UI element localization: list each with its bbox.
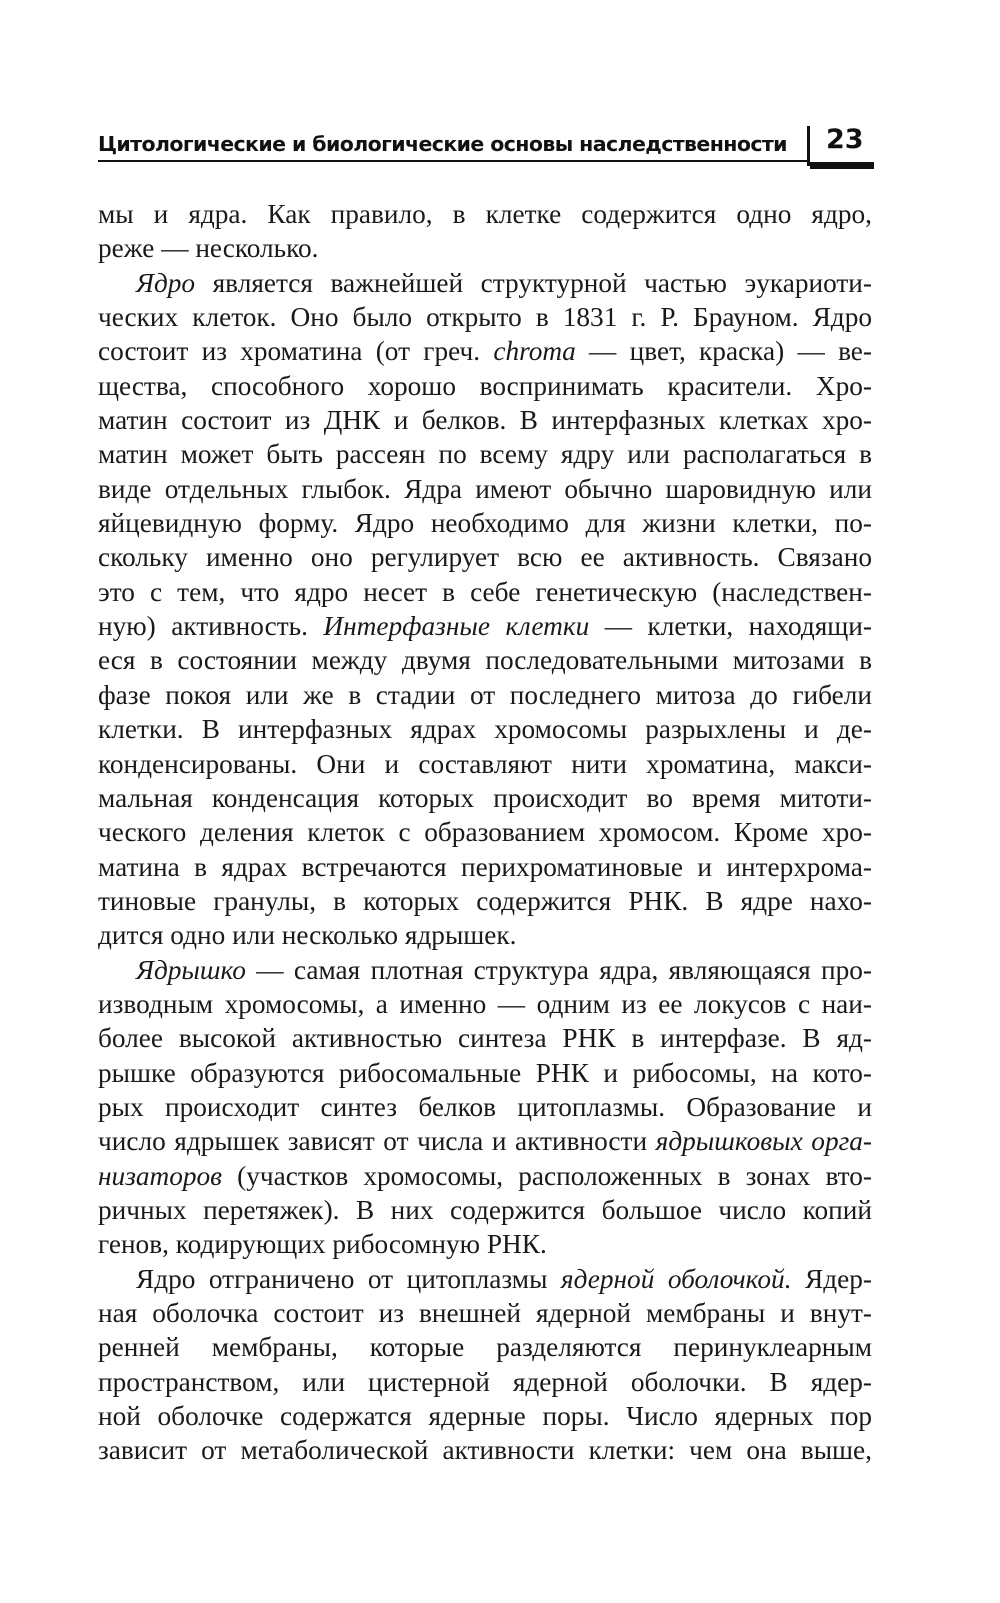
text-segment: это с тем, что ядро несет в себе генетическую (наследствен- bbox=[98, 576, 872, 607]
text-line bbox=[98, 472, 872, 506]
text-segment: дится одно или несколько ядрышек. bbox=[98, 920, 517, 951]
text-segment: — клетки, находящи- bbox=[589, 611, 872, 642]
text-line bbox=[98, 506, 872, 540]
text-segment: более высокой активностью синтеза РНК в интерфазе. В яд- bbox=[98, 1023, 872, 1054]
text-segment: рых происходит синтез белков цитоплазмы. Образование и bbox=[98, 1091, 872, 1122]
text-line bbox=[98, 643, 872, 677]
italic-term: низаторов bbox=[98, 1160, 222, 1191]
text-line bbox=[98, 1193, 872, 1227]
text-line bbox=[98, 1399, 872, 1433]
text-line bbox=[98, 334, 872, 368]
text-segment: ческого деления клеток с образованием хромосом. Кроме хро- bbox=[98, 817, 872, 848]
text-segment: является важнейшей структурной частью эукариоти- bbox=[195, 267, 872, 298]
text-segment: мальная конденсация которых происходит во время митоти- bbox=[98, 782, 872, 813]
text-line bbox=[98, 815, 872, 849]
header-rule bbox=[98, 160, 810, 162]
italic-term: ядерной оболочкой. bbox=[560, 1263, 792, 1294]
text-line bbox=[98, 712, 872, 746]
text-line bbox=[98, 197, 872, 231]
text-line bbox=[98, 1330, 872, 1364]
text-line bbox=[98, 1433, 872, 1467]
text-line bbox=[98, 918, 872, 952]
text-line bbox=[98, 1365, 872, 1399]
text-segment: реже — несколько. bbox=[98, 233, 319, 264]
text-line bbox=[98, 1090, 872, 1124]
text-segment: генов, кодирующих рибосомную РНК. bbox=[98, 1229, 547, 1260]
body-text bbox=[98, 197, 872, 1468]
text-line bbox=[98, 953, 872, 987]
text-segment: матин состоит из ДНК и белков. В интерфазных клетках хро- bbox=[98, 405, 872, 436]
text-segment: — цвет, краска) — ве- bbox=[575, 336, 873, 367]
italic-term: chroma bbox=[493, 336, 576, 367]
text-line bbox=[98, 1159, 872, 1193]
text-segment: матин может быть рассеян по всему ядру или располагаться в bbox=[98, 439, 872, 470]
running-title: Цитологические и биологические основы наследственности bbox=[98, 132, 787, 156]
text-line bbox=[98, 609, 872, 643]
text-line bbox=[98, 747, 872, 781]
text-segment: скольку именно оно регулирует всю ее активность. Связано bbox=[98, 542, 872, 573]
italic-term: Ядро bbox=[136, 267, 196, 298]
text-line bbox=[98, 437, 872, 471]
text-segment: (участков хромосомы, расположенных в зонах вто- bbox=[222, 1160, 872, 1191]
italic-term: Ядрышко bbox=[136, 954, 246, 985]
text-segment: тиновые гранулы, в которых содержится РНК. В ядре нахо- bbox=[98, 885, 872, 916]
text-segment: — самая плотная структура ядра, являющаяся про- bbox=[245, 954, 872, 985]
text-segment: виде отдельных глыбок. Ядра имеют обычно шаровидную или bbox=[98, 473, 872, 504]
text-segment: изводным хромосомы, а именно — одним из ее локусов с наи- bbox=[98, 988, 872, 1019]
header-divider bbox=[807, 126, 810, 166]
text-segment: матина в ядрах встречаются перихроматиновые и интерхрома- bbox=[98, 851, 872, 882]
text-segment: яйцевидную форму. Ядро необходимо для жизни клетки, по- bbox=[98, 508, 872, 539]
italic-term: Интерфазные клетки bbox=[323, 611, 590, 642]
text-line bbox=[98, 540, 872, 574]
text-segment: рышке образуются рибосомальные РНК и рибосомы, на кото- bbox=[98, 1057, 872, 1088]
text-line bbox=[98, 678, 872, 712]
text-line bbox=[98, 300, 872, 334]
text-segment: состоит из хроматина (от греч. bbox=[98, 336, 494, 367]
text-line bbox=[98, 403, 872, 437]
text-segment: щества, способного хорошо воспринимать красители. Хро- bbox=[98, 370, 872, 401]
page-number-bar bbox=[810, 162, 874, 169]
italic-term: ядрышковых орга- bbox=[655, 1126, 872, 1157]
page-header bbox=[98, 118, 874, 170]
text-segment: зависит от метаболической активности клетки: чем она выше, bbox=[98, 1435, 872, 1466]
text-line bbox=[98, 781, 872, 815]
text-segment: ную) активность. bbox=[98, 611, 324, 642]
text-segment: мы и ядра. Как правило, в клетке содержится одно ядро, bbox=[98, 199, 872, 229]
text-segment: Ядер- bbox=[791, 1263, 873, 1294]
page-number: 23 bbox=[826, 124, 864, 155]
text-segment: число ядрышек зависят от числа и активности bbox=[98, 1126, 656, 1157]
text-segment: ная оболочка состоит из внешней ядерной мембраны и внут- bbox=[98, 1298, 872, 1328]
text-segment: пространством, или цистерной ядерной оболочки. В ядер- bbox=[98, 1366, 872, 1397]
text-line bbox=[98, 266, 872, 300]
text-line bbox=[98, 987, 872, 1021]
text-line bbox=[98, 1227, 872, 1261]
text-segment: ричных перетяжек). В них содержится большое число копий bbox=[98, 1194, 872, 1225]
text-line bbox=[98, 1056, 872, 1090]
text-segment: клетки. В интерфазных ядрах хромосомы разрыхлены и де- bbox=[98, 714, 872, 745]
text-segment: Ядро отграничено от цитоплазмы bbox=[136, 1263, 561, 1294]
text-line bbox=[98, 850, 872, 884]
text-segment: еся в состоянии между двумя последовательными митозами в bbox=[98, 645, 872, 676]
text-segment: ной оболочке содержатся ядерные поры. Число ядерных пор bbox=[98, 1401, 872, 1432]
text-segment: ческих клеток. Оно было открыто в 1831 г. Р. Брауном. Ядро bbox=[98, 302, 872, 333]
text-line bbox=[98, 1296, 872, 1330]
text-line bbox=[98, 1124, 872, 1158]
text-line bbox=[98, 1021, 872, 1055]
text-line bbox=[98, 231, 872, 265]
text-line bbox=[98, 369, 872, 403]
text-segment: фазе покоя или же в стадии от последнего митоза до гибели bbox=[98, 679, 872, 710]
text-line bbox=[98, 575, 872, 609]
text-segment: конденсированы. Они и составляют нити хроматина, макси- bbox=[98, 748, 872, 779]
text-segment: ренней мембраны, которые разделяются перинуклеарным bbox=[98, 1332, 872, 1363]
text-line bbox=[98, 884, 872, 918]
text-line bbox=[98, 1262, 872, 1296]
